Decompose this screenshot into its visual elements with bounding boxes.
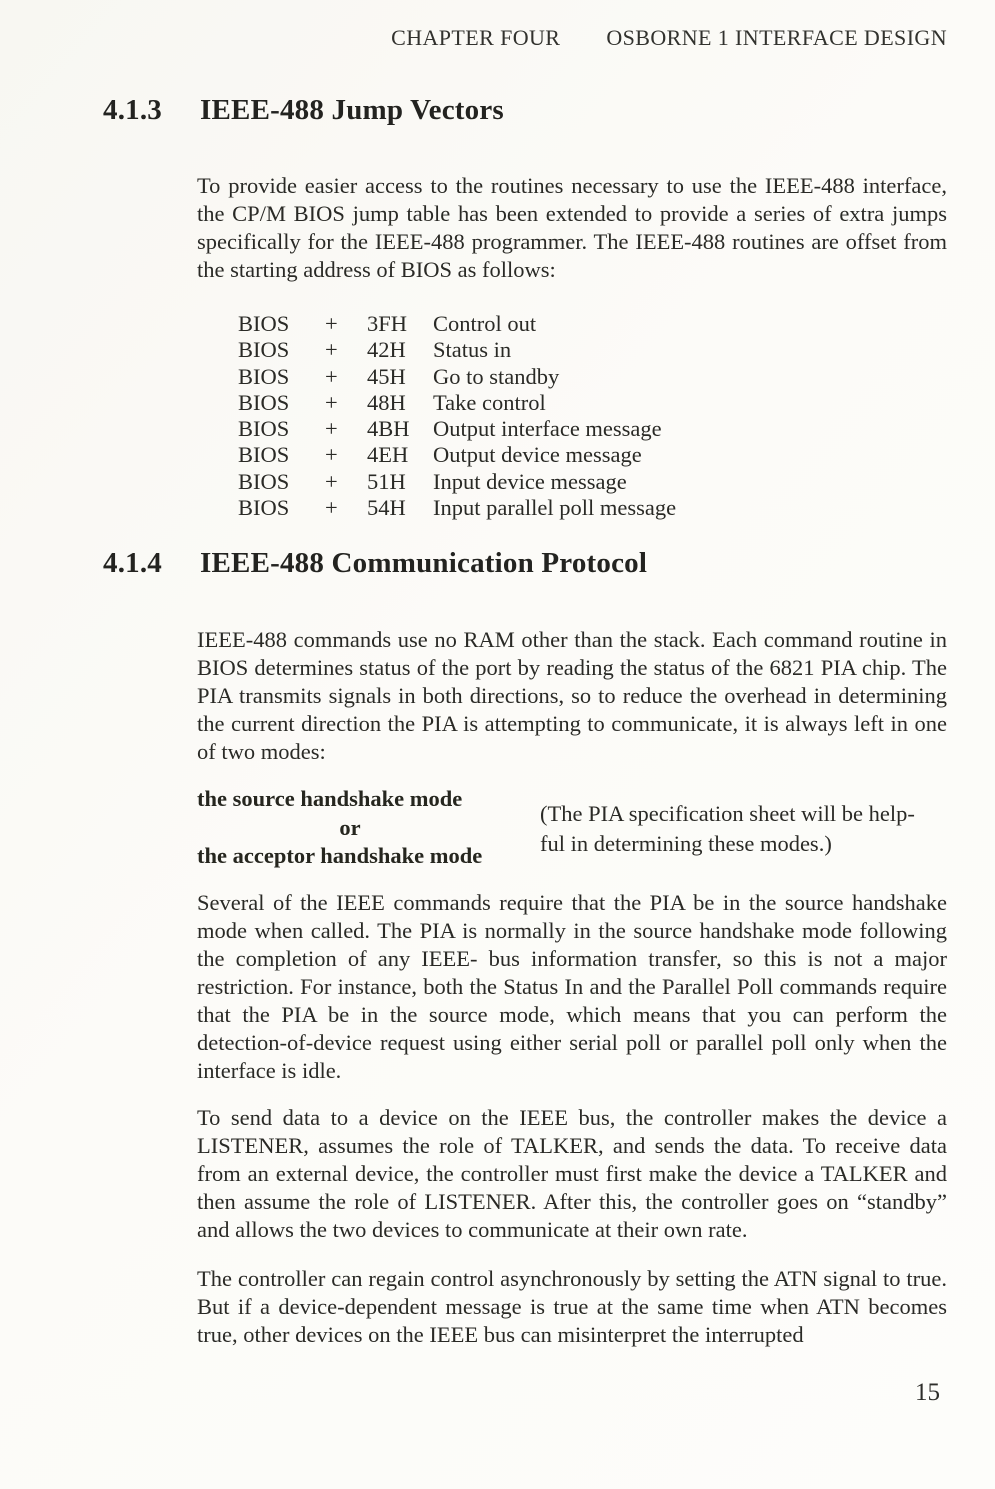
jump-operator: +: [325, 389, 338, 415]
jump-base: BIOS: [238, 495, 290, 521]
jump-offset: 45H: [367, 363, 406, 389]
jump-base: BIOS: [238, 337, 290, 363]
jump-label: Output interface message: [433, 416, 662, 442]
handshake-modes-list: [197, 785, 503, 871]
jump-base: BIOS: [238, 468, 290, 494]
jump-offset: 4EH: [367, 442, 409, 468]
paragraph-protocol-intro: IEEE-488 commands use no RAM other than the stack. Each command routine in BIOS determines status of the port by reading the status of the 6821 PIA chip. The PIA transmits signals in both directions, so to reduce the overhead in determining the current direction the PIA is attempting to communicate, it is always left in one of two modes:: [197, 627, 947, 764]
mode-acceptor-handshake: the acceptor handshake mode: [197, 843, 483, 868]
paragraph-talker-listener: To send data to a device on the IEEE bus, the controller makes the device a LISTENER, assumes the role of TALKER, and sends the data. To receive data from an external device, the controller must first make the device a TALKER and then assume the role of LISTENER. After this, the controller goes on “standby” and allows the two devices to communicate at their own rate.: [197, 1105, 947, 1242]
jump-vector-row: [238, 337, 676, 363]
section-number: 4.1.3: [103, 94, 162, 126]
jump-label: Input parallel poll message: [433, 495, 677, 521]
jump-label: Input device message: [433, 468, 627, 494]
jump-label: Status in: [433, 337, 512, 363]
jump-base: BIOS: [238, 389, 290, 415]
paragraph-jump-vectors-intro: To provide easier access to the routines necessary to use the IEEE-488 interface, the CP/M BIOS jump table has been extended to provide a series of extra jumps specifically for the IEEE-488 programmer. The IEEE-488 routines are offset from the starting address of BIOS as follows:: [197, 173, 947, 282]
jump-operator: +: [325, 311, 338, 336]
jump-offset: 48H: [367, 389, 406, 415]
page-number: 15: [915, 1379, 940, 1406]
jump-label: Control out: [433, 311, 537, 336]
jump-offset: 42H: [367, 337, 406, 363]
section-title: IEEE-488 Communication Protocol: [200, 547, 648, 579]
jump-vector-row: [238, 442, 676, 468]
section-title: IEEE-488 Jump Vectors: [200, 94, 504, 126]
jump-vector-row: [238, 495, 676, 521]
section-heading-4-1-3: [103, 93, 504, 127]
mode-or-separator: or: [339, 814, 361, 840]
jump-operator: +: [325, 337, 338, 363]
pia-spec-note: [540, 799, 947, 859]
running-header-book-title: OSBORNE 1 INTERFACE DESIGN: [606, 25, 947, 50]
jump-operator: +: [325, 468, 338, 494]
jump-vector-row: [238, 469, 676, 495]
jump-vector-row: [238, 416, 676, 442]
jump-base: BIOS: [238, 311, 290, 336]
jump-label: Take control: [433, 389, 546, 415]
handshake-modes-block: [197, 785, 947, 871]
paragraph-atn-control: The controller can regain control asynchronously by setting the ATN signal to true. But if a device-dependent message is true at the same time when ATN becomes true, other devices on the IEEE bus can misinterpret the interrupted: [197, 1266, 947, 1347]
running-header-chapter: CHAPTER FOUR: [391, 25, 561, 50]
running-header: [0, 25, 947, 51]
jump-offset: 54H: [367, 495, 406, 521]
jump-operator: +: [325, 416, 338, 442]
jump-vector-row: [238, 364, 676, 390]
pia-spec-note-line-2: ful in determining these modes.): [540, 831, 832, 856]
jump-vector-row: [238, 390, 676, 416]
jump-base: BIOS: [238, 442, 290, 468]
mode-source-handshake: the source handshake mode: [197, 786, 463, 811]
jump-operator: +: [325, 495, 338, 521]
jump-offset: 51H: [367, 468, 406, 494]
jump-vector-list: [238, 311, 676, 521]
jump-operator: +: [325, 363, 338, 389]
jump-operator: +: [325, 442, 338, 468]
pia-spec-note-line-1: (The PIA specification sheet will be help-: [540, 801, 915, 826]
jump-label: Go to standby: [433, 363, 560, 389]
section-number: 4.1.4: [103, 547, 162, 579]
jump-label: Output device message: [433, 442, 642, 468]
jump-base: BIOS: [238, 416, 290, 442]
jump-vector-row: [238, 311, 676, 337]
jump-base: BIOS: [238, 363, 290, 389]
jump-offset: 3FH: [367, 311, 408, 336]
jump-offset: 4BH: [367, 416, 410, 442]
section-heading-4-1-4: [103, 546, 647, 580]
paragraph-source-mode-requirement: Several of the IEEE commands require that the PIA be in the source handshake mode when called. The PIA is normally in the source handshake mode following the completion of any IEEE- bus information transfer, so this is not a major restriction. For instance, both the Status In and the Parallel Poll commands require that the PIA be in the source mode, which means that you can perform the detection-of-device request using either serial poll or parallel poll only when the interface is idle.: [197, 890, 947, 1083]
